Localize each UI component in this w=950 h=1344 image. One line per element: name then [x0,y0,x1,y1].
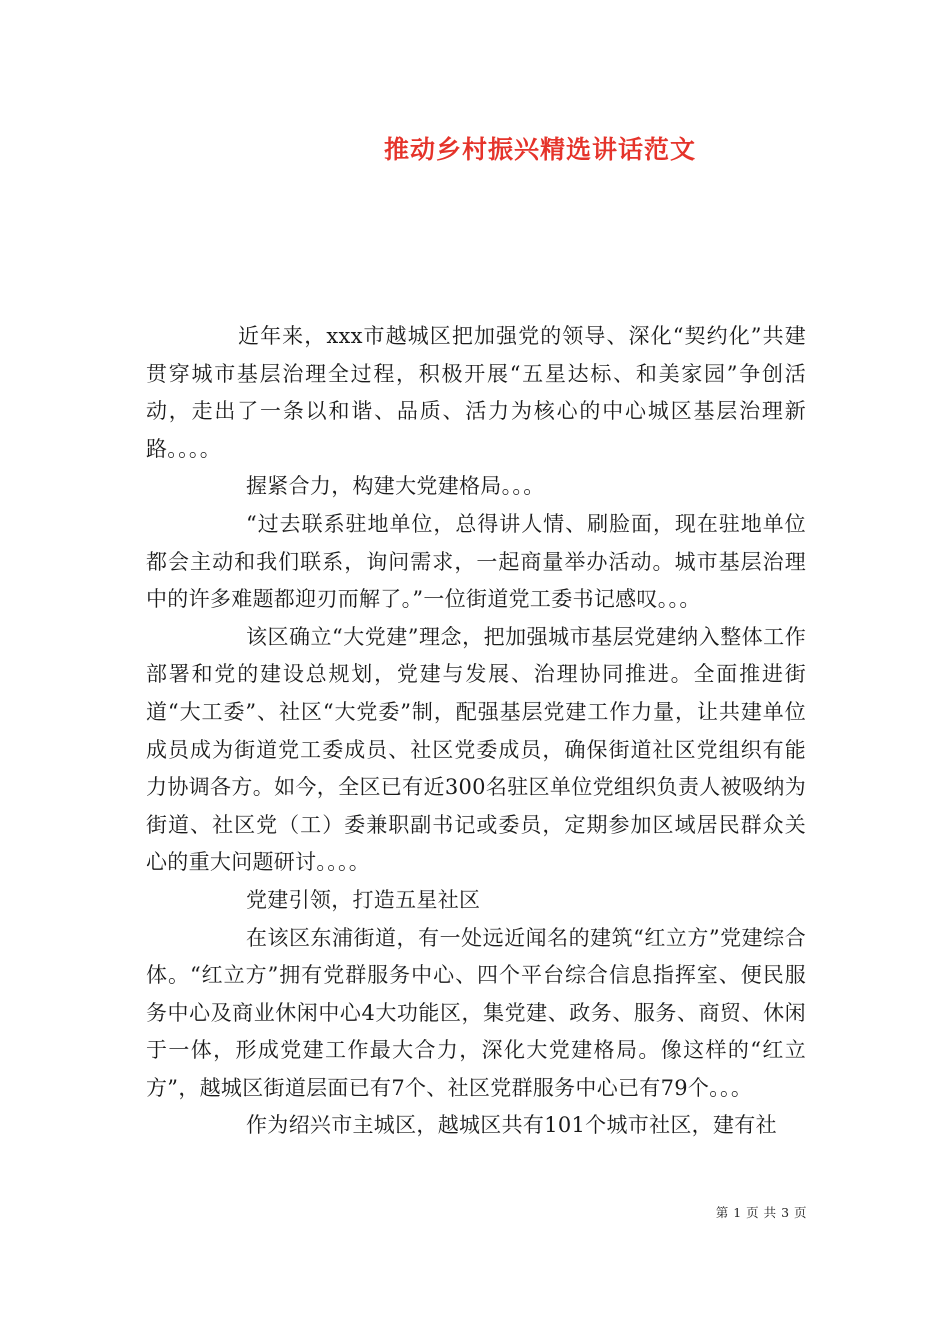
paragraph-communities: 作为绍兴市主城区，越城区共有101个城市社区，建有社 [246,1113,777,1138]
document-body [146,318,806,1145]
paragraph-party-building: 该区确立“大党建”理念，把加强城市基层党建纳入整体工作部署和党的建设总规划，党建与发展、治理协同推进。全面推进街道“大工委”、社区“大党委”制，配强基层党建工作力量，让共建单位成员成为街道党工委成员、社区党委成员，确保街道社区党组织有能力协调各方。如今，全区已有近300名驻区单位党组织负责人被吸纳为街道、社区党（工）委兼职副书记或委员，定期参加区域居民群众关心的重大问题研讨。。。。 [146,624,806,875]
document-title: 推动乡村振兴精选讲话范文 [383,135,696,164]
paragraph-heading-1: 握紧合力，构建大党建格局。。。 [246,474,545,499]
paragraph-heading-2: 党建引领，打造五星社区 [246,887,481,912]
paragraph-intro: 近年来，xxx市越城区把加强党的领导、深化“契约化”共建贯穿城市基层治理全过程，积极开展“五星达标、和美家园”争创活动，走出了一条以和谐、品质、活力为核心的中心城区基层治理新路。。。。 [146,324,806,461]
paragraph-red-cube: 在该区东浦街道，有一处远近闻名的建筑“红立方”党建综合体。“红立方”拥有党群服务中心、四个平台综合信息指挥室、便民服务中心及商业休闲中心4大功能区，集党建、政务、服务、商贸、休闲于一体，形成党建工作最大合力，深化大党建格局。像这样的“红立方”，越城区街道层面已有7个、社区党群服务中心已有79个。。。 [146,925,806,1100]
paragraph-quote: “过去联系驻地单位，总得讲人情、刷脸面，现在驻地单位都会主动和我们联系，询问需求，一起商量举办活动。城市基层治理中的许多难题都迎刃而解了。”一位街道党工委书记感叹。。。 [146,511,806,612]
page-number-footer: 第 1 页 共 3 页 [715,1205,807,1220]
